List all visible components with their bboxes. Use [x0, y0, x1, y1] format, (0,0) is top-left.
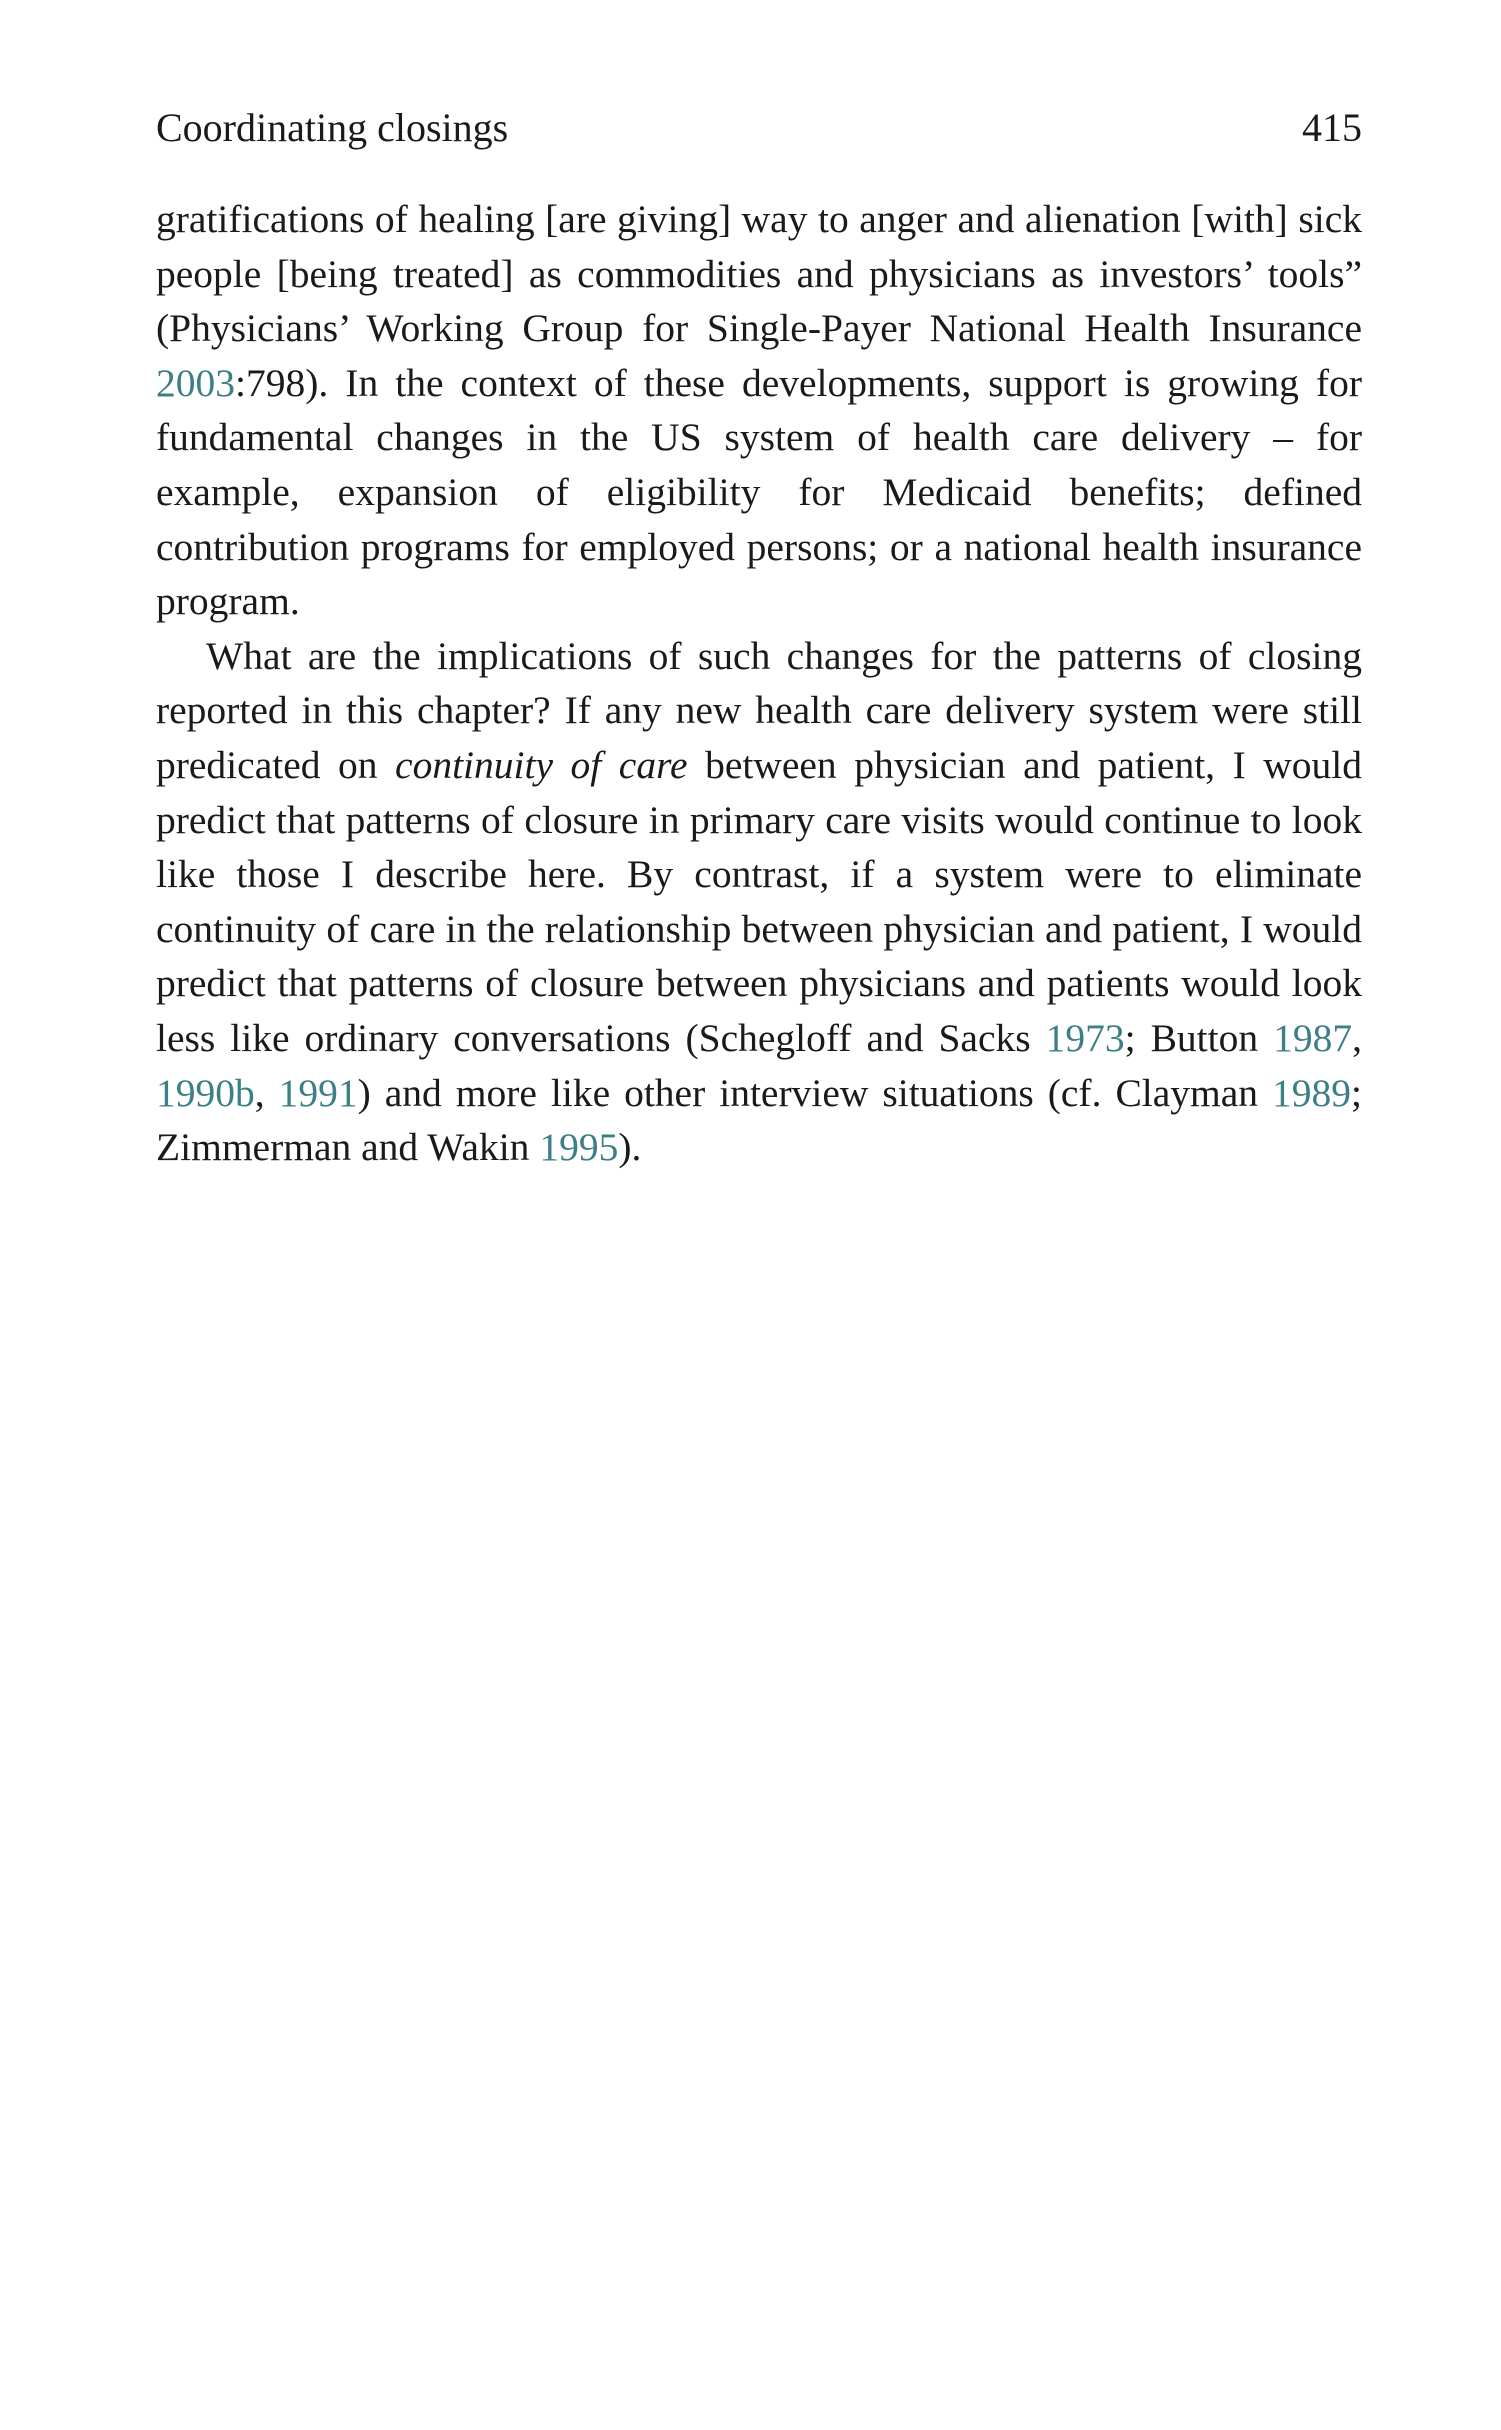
paragraph-2 — [156, 629, 1362, 1175]
paragraph-2-text-e: , — [254, 1070, 279, 1115]
citation-link-1973[interactable]: 1973 — [1045, 1015, 1125, 1060]
paragraph-1-text-a: gratifications of healing [are giving] way to anger and alienation [with] sick people [being treated] as commodities and physicians as investors’ tools” (Physicians’ Working Group for Single-Payer National Health Insurance — [156, 197, 1362, 351]
paragraph-2-text-a: What are the implications of such changes for the patterns of closing reported in this chapter? If any new health care delivery system were still predicated on — [156, 633, 1362, 787]
citation-link-1995[interactable]: 1995 — [539, 1125, 619, 1170]
citation-link-2003[interactable]: 2003 — [156, 360, 235, 405]
paragraph-2-text-b: between physician and patient, I would predict that patterns of closure in primary care visits would continue to look like those I describe here. By contrast, if a system were to eliminate continuity of care in the relationship between physician and patient, I would predict that patterns of closure between physicians and patients would look less like ordinary conversations (Schegloff and Sacks — [156, 742, 1363, 1060]
paragraph-1-text-b: :798). In the context of these developments, support is growing for fundamental changes in the US system of health care delivery – for example, expansion of eligibility for Medicaid benefits; defined contribution programs for employed persons; or a national health insurance program. — [156, 360, 1362, 624]
citation-link-1990b[interactable]: 1990b — [156, 1070, 255, 1115]
citation-link-1991[interactable]: 1991 — [278, 1070, 358, 1115]
paragraph-2-text-f: ) and more like other interview situations (cf. Clayman — [357, 1070, 1273, 1115]
paragraph-1 — [156, 192, 1362, 629]
paragraph-2-text-g: ; Zimmerman and Wakin — [156, 1070, 1363, 1170]
running-head — [156, 98, 1362, 158]
paragraph-2-text-d: , — [1352, 1015, 1362, 1060]
paragraph-2-text-c: ; Button — [1124, 1015, 1274, 1060]
running-title: Coordinating closings — [156, 105, 509, 150]
citation-link-1989[interactable]: 1989 — [1272, 1070, 1352, 1115]
citation-link-1987[interactable]: 1987 — [1273, 1015, 1353, 1060]
emphasis-continuity-of-care: continuity of care — [395, 742, 688, 787]
page-number: 415 — [1302, 105, 1362, 150]
paragraph-2-text-h: ). — [618, 1125, 642, 1170]
body-text — [156, 192, 1362, 1175]
